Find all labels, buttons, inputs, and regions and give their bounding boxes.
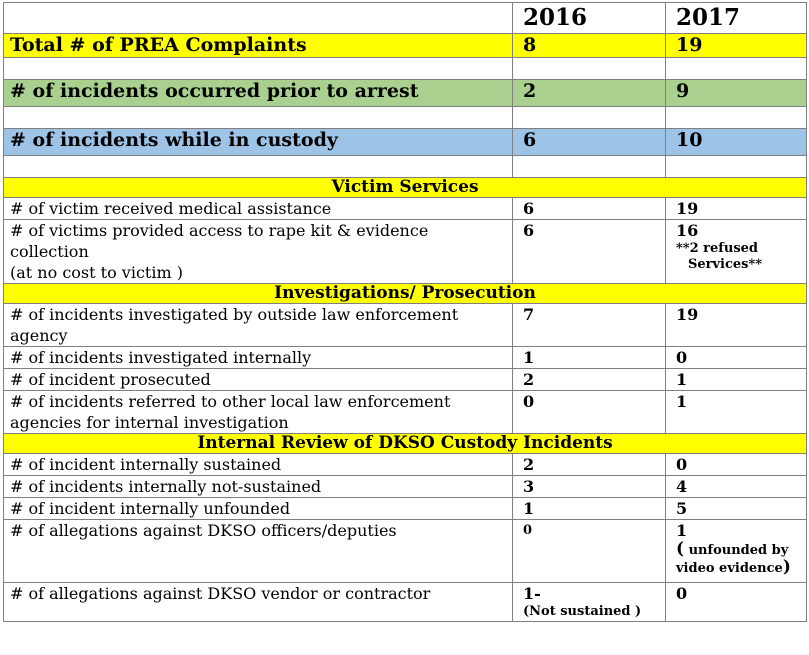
section-title: Victim Services	[4, 178, 807, 198]
value-2017: 10	[666, 129, 807, 156]
value-2017: 19	[666, 198, 807, 220]
note-services: Services**	[688, 257, 763, 272]
table-row	[4, 476, 807, 498]
value-2017: 5	[666, 498, 807, 520]
value-2017-number: 16	[676, 221, 699, 240]
table-row	[4, 498, 807, 520]
value-2017: 4	[666, 476, 807, 498]
prea-statistics-table	[3, 2, 807, 622]
in-custody-row	[4, 129, 807, 156]
value-2017: 0	[666, 454, 807, 476]
value-2016: 1	[513, 498, 666, 520]
value-2016: 6	[513, 129, 666, 156]
row-label: # of incident internally sustained	[4, 454, 513, 476]
row-label: # of incidents while in custody	[4, 129, 513, 156]
table-row	[4, 454, 807, 476]
section-title: Internal Review of DKSO Custody Incidents	[4, 434, 807, 454]
row-label: # of incident prosecuted	[4, 369, 513, 391]
year-2017-header: 2017	[666, 3, 807, 34]
row-label-main: # of victims provided access to rape kit & evidence collection	[10, 221, 429, 261]
value-2017: 0	[666, 583, 807, 622]
section-header-internal-review	[4, 434, 807, 454]
row-label: # of incidents investigated by outside law enforcement agency	[4, 304, 513, 347]
row-label	[4, 220, 513, 284]
row-label: # of incidents occurred prior to arrest	[4, 80, 513, 107]
value-2017: 19	[666, 304, 807, 347]
spacer-row	[4, 107, 807, 129]
header-blank-cell	[4, 3, 513, 34]
row-label: # of allegations against DKSO officers/deputies	[4, 520, 513, 583]
value-2016: 7	[513, 304, 666, 347]
value-2016: 6	[513, 198, 666, 220]
value-2016: 1	[513, 347, 666, 369]
value-2016-number: 1-	[523, 584, 541, 603]
value-2016: 8	[513, 34, 666, 58]
spacer-row	[4, 58, 807, 80]
value-2017	[666, 220, 807, 284]
row-label: # of incidents internally not-sustained	[4, 476, 513, 498]
table-row	[4, 583, 807, 622]
row-label-sub: (at no cost to victim )	[10, 263, 183, 282]
row-label: # of allegations against DKSO vendor or contractor	[4, 583, 513, 622]
value-2016: 0	[513, 520, 666, 583]
value-2016: 3	[513, 476, 666, 498]
prior-to-arrest-row	[4, 80, 807, 107]
spacer-row	[4, 156, 807, 178]
note-refused: **2 refused	[676, 241, 759, 256]
value-2016: 2	[513, 369, 666, 391]
value-2017: 9	[666, 80, 807, 107]
value-2017	[666, 520, 807, 583]
table-row	[4, 347, 807, 369]
value-2017: 1	[666, 369, 807, 391]
row-label: # of incidents referred to other local law enforcement agencies for internal investigation	[4, 391, 513, 434]
row-label: Total # of PREA Complaints	[4, 34, 513, 58]
section-header-victim-services	[4, 178, 807, 198]
header-row	[4, 3, 807, 34]
table-row	[4, 220, 807, 284]
row-label: # of victim received medical assistance	[4, 198, 513, 220]
value-2016: 2	[513, 80, 666, 107]
value-2017: 19	[666, 34, 807, 58]
table-row	[4, 369, 807, 391]
table-row	[4, 391, 807, 434]
note-not-sustained: (Not sustained )	[523, 604, 642, 619]
value-2017: 1	[666, 391, 807, 434]
value-2017: 0	[666, 347, 807, 369]
row-label: # of incidents investigated internally	[4, 347, 513, 369]
year-2016-header: 2016	[513, 3, 666, 34]
note-unfounded: ( unfounded by	[676, 539, 789, 559]
value-2016	[513, 583, 666, 622]
value-2016: 6	[513, 220, 666, 284]
table-row	[4, 198, 807, 220]
value-2016: 2	[513, 454, 666, 476]
row-label: # of incident internally unfounded	[4, 498, 513, 520]
note-video-evidence: video evidence)	[676, 557, 791, 577]
total-complaints-row	[4, 34, 807, 58]
table-row	[4, 304, 807, 347]
value-2016: 0	[513, 391, 666, 434]
value-2017-number: 1	[676, 521, 688, 540]
section-header-investigations	[4, 284, 807, 304]
section-title: Investigations/ Prosecution	[4, 284, 807, 304]
table-row	[4, 520, 807, 583]
